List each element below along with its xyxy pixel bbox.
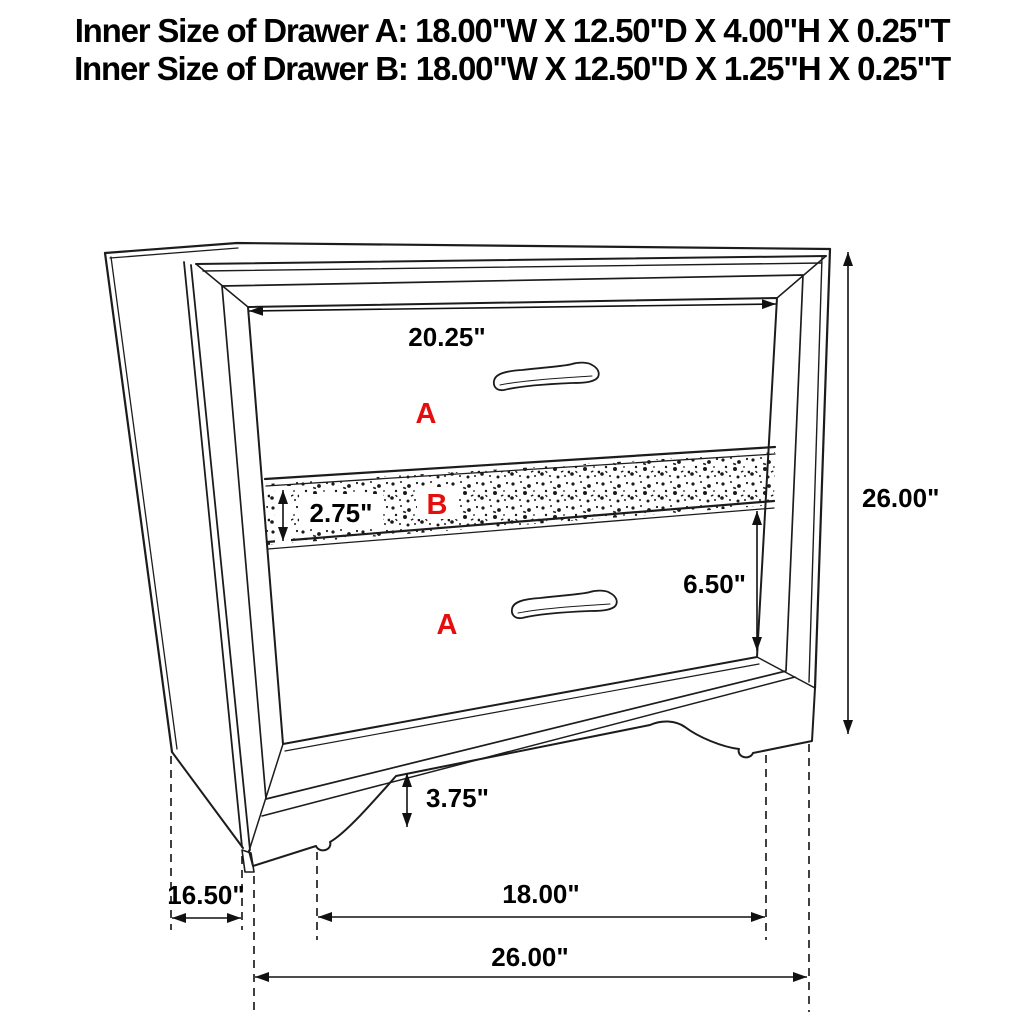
side-panel-outline bbox=[105, 253, 254, 872]
dim-leg-height bbox=[407, 773, 489, 827]
drawer-a-spec-text: Inner Size of Drawer A: 18.00"W X 12.50"D X 4.00"H X 0.25"T bbox=[74, 12, 950, 49]
middle-drawer-label-group bbox=[417, 487, 459, 521]
drawer-b-spec-text: Inner Size of Drawer B: 18.00"W X 12.50"D X 1.25"H X 0.25"T bbox=[74, 50, 950, 87]
dim-drawer-b-height-label: 2.75" bbox=[309, 498, 373, 528]
dim-drawer-a-height-label: 6.50" bbox=[683, 569, 746, 599]
middle-drawer-label: B bbox=[426, 489, 448, 521]
dim-drawer-width bbox=[318, 879, 765, 917]
dim-total-width-label: 26.00" bbox=[491, 942, 569, 972]
dim-side-depth bbox=[167, 880, 244, 918]
dim-opening-width-label: 20.25" bbox=[408, 322, 486, 352]
bottom-drawer-label: A bbox=[436, 609, 458, 641]
dim-total-width bbox=[255, 942, 807, 977]
top-drawer-label: A bbox=[415, 398, 437, 430]
dim-side-depth-label: 16.50" bbox=[167, 880, 245, 910]
face-frame-outline bbox=[196, 249, 830, 851]
extension-lines bbox=[171, 744, 809, 1012]
dim-leg-height-label: 3.75" bbox=[426, 783, 489, 813]
dim-total-height bbox=[848, 252, 939, 734]
tabletop-outline bbox=[105, 243, 830, 271]
dim-drawer-width-label: 18.00" bbox=[502, 879, 580, 909]
dim-total-height-label: 26.00" bbox=[862, 483, 940, 513]
